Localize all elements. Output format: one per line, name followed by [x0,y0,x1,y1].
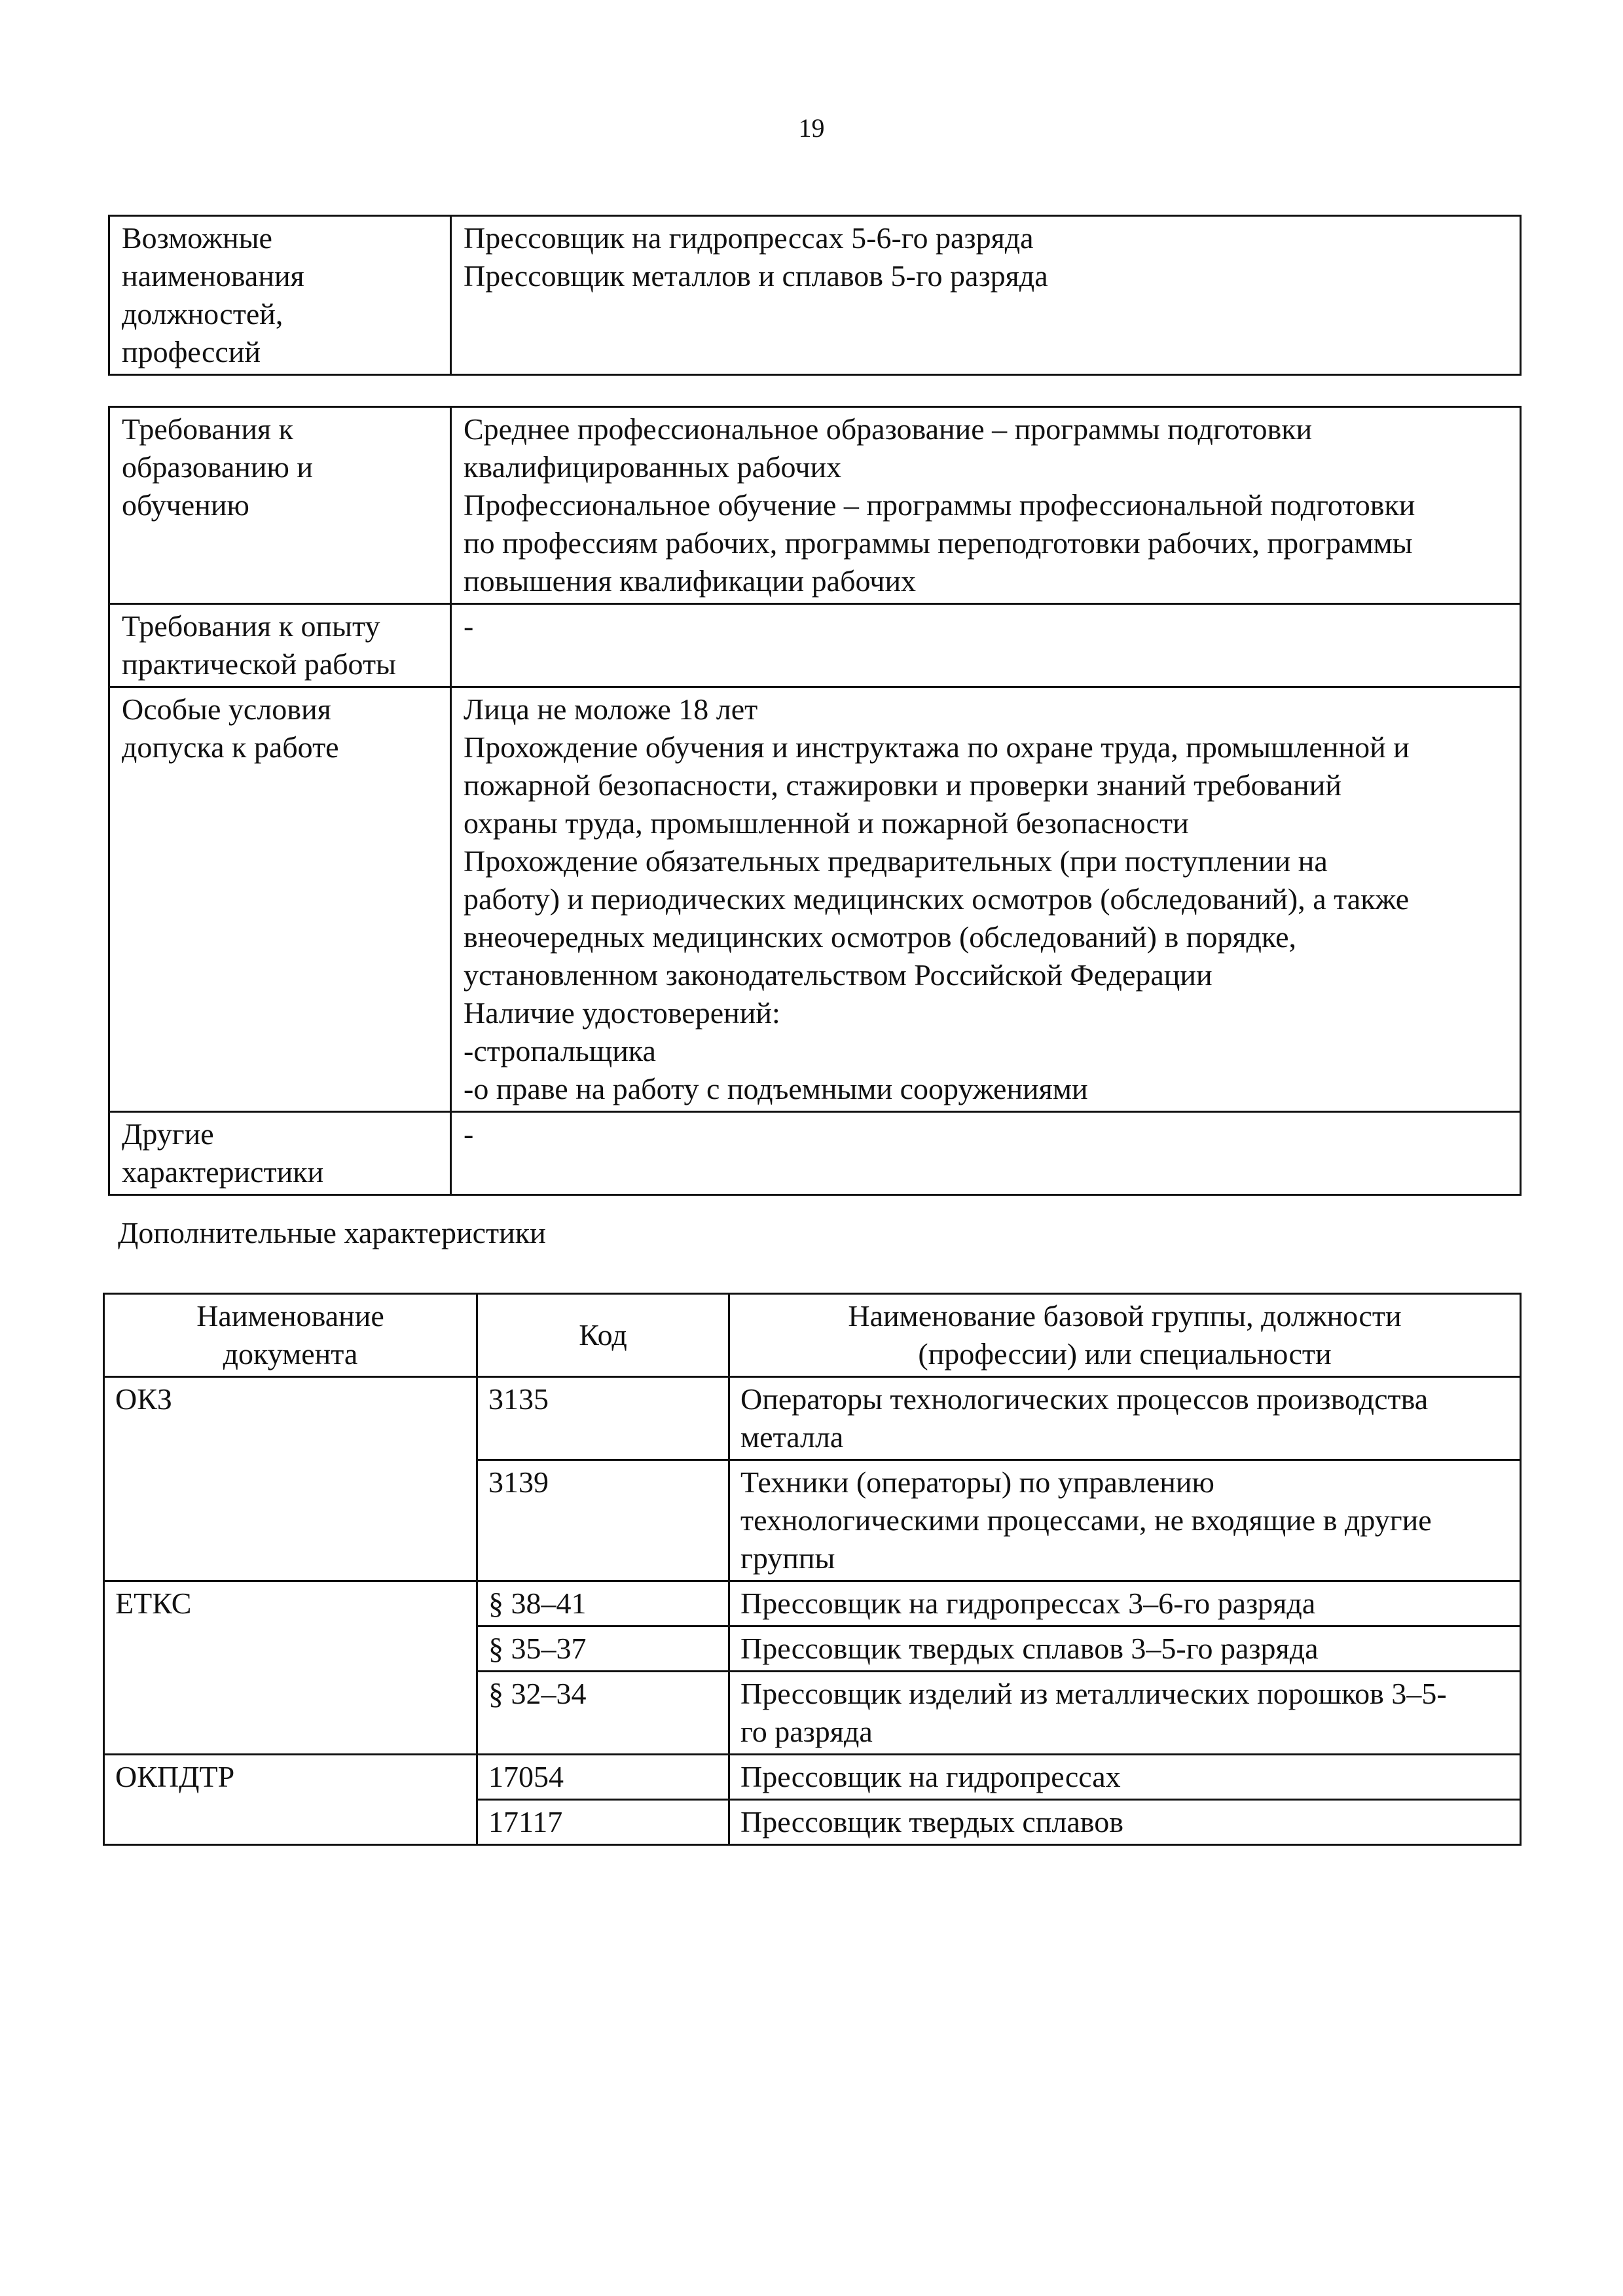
name-cell [729,1755,1521,1800]
admission-text-line: Прохождение обязательных предварительных (при поступлении на [464,844,1328,878]
experience-label-line: Требования к опыту [122,609,380,643]
table-header-row [104,1294,1521,1377]
other-label-line: характеристики [122,1155,324,1189]
code-cell: 17054 [477,1755,729,1800]
document-cell: ЕТКС [104,1581,477,1755]
admission-values-cell [451,687,1521,1112]
name-line: металла [740,1420,844,1454]
name-line: группы [740,1541,835,1575]
other-label-line: Другие [122,1117,214,1151]
header-document [104,1294,477,1377]
admission-text-line: Прохождение обучения и инструктажа по охране труда, промышленной и [464,730,1410,764]
table-row [104,1377,1521,1460]
name-cell [729,1800,1521,1845]
code-cell: § 35–37 [477,1626,729,1672]
header-document-line: документа [223,1337,358,1371]
table-row [109,216,1521,375]
education-values-cell [451,407,1521,604]
education-text-line: повышения квалификации рабочих [464,564,917,598]
name-line: технологическими процессами, не входящие в другие [740,1503,1432,1537]
positions-table [108,215,1522,376]
header-name-line: (профессии) или специальности [918,1337,1332,1371]
name-line: Прессовщик изделий из металлических порошков 3–5- [740,1677,1447,1710]
other-value: - [464,1117,474,1151]
admission-text-line: пожарной безопасности, стажировки и проверки знаний требований [464,768,1342,802]
name-cell [729,1377,1521,1460]
experience-value-cell [451,604,1521,687]
position-name: Прессовщик на гидропрессах 5-6-го разряда [464,221,1034,255]
code-cell: § 32–34 [477,1672,729,1755]
admission-text-line: -о праве на работу с подъемными сооружениями [464,1072,1088,1105]
education-label-line: Требования к [122,412,293,446]
education-label-line: образованию и [122,450,313,484]
code-cell: 3135 [477,1377,729,1460]
education-text-line: Профессиональное обучение – программы профессиональной подготовки [464,488,1415,522]
experience-label-line: практической работы [122,647,396,681]
experience-value: - [464,609,474,643]
classifiers-table [103,1293,1522,1846]
document-cell: ОКПДТР [104,1755,477,1845]
header-name-line: Наименование базовой группы, должности [848,1299,1402,1333]
name-line: го разряда [740,1715,873,1748]
experience-label-cell [109,604,451,687]
position-name: Прессовщик металлов и сплавов 5-го разряда [464,259,1048,293]
admission-text-line: -стропальщика [464,1034,656,1067]
name-line: Прессовщик на гидропрессах [740,1760,1121,1793]
admission-text-line: Наличие удостоверений: [464,996,780,1030]
education-text-line: квалифицированных рабочих [464,450,842,484]
education-label-line: обучению [122,488,249,522]
admission-label-line: Особые условия [122,692,331,726]
code-cell: § 38–41 [477,1581,729,1626]
admission-text-line: внеочередных медицинских осмотров (обследований) в порядке, [464,920,1297,954]
admission-text-line: установленном законодательством Российской Федерации [464,958,1213,992]
name-cell [729,1672,1521,1755]
positions-label-cell [109,216,451,375]
positions-label-line: Возможные [122,221,272,255]
name-line: Прессовщик твердых сплавов 3–5-го разряда [740,1632,1319,1665]
admission-text-line: Лица не моложе 18 лет [464,692,758,726]
other-label-cell [109,1112,451,1195]
code-cell: 3139 [477,1460,729,1581]
document-cell: ОКЗ [104,1377,477,1581]
table-row [109,604,1521,687]
name-line: Операторы технологических процессов производства [740,1382,1429,1416]
positions-label-line: должностей, [122,297,283,331]
table-row [109,407,1521,604]
header-name [729,1294,1521,1377]
header-document-line: Наименование [196,1299,384,1333]
education-text-line: по профессиям рабочих, программы переподготовки рабочих, программы [464,526,1413,560]
positions-label-line: профессий [122,335,261,368]
positions-label-line: наименования [122,259,304,293]
admission-text-line: охраны труда, промышленной и пожарной безопасности [464,806,1189,840]
name-line: Прессовщик на гидропрессах 3–6-го разряда [740,1587,1316,1620]
admission-label-line: допуска к работе [122,730,339,764]
name-cell [729,1581,1521,1626]
table-row [104,1581,1521,1626]
education-label-cell [109,407,451,604]
positions-values-cell [451,216,1521,375]
table-row [109,687,1521,1112]
admission-text-line: работу) и периодических медицинских осмотров (обследований), а также [464,882,1410,916]
name-line: Прессовщик твердых сплавов [740,1805,1123,1839]
page-number: 19 [798,113,825,143]
code-cell: 17117 [477,1800,729,1845]
admission-label-cell [109,687,451,1112]
header-code: Код [477,1294,729,1377]
name-cell [729,1626,1521,1672]
name-cell [729,1460,1521,1581]
name-line: Техники (операторы) по управлению [740,1465,1214,1499]
education-text-line: Среднее профессиональное образование – программы подготовки [464,412,1313,446]
table-row [104,1755,1521,1800]
requirements-table [108,406,1522,1196]
additional-heading: Дополнительные характеристики [118,1216,546,1249]
table-row [109,1112,1521,1195]
other-value-cell [451,1112,1521,1195]
